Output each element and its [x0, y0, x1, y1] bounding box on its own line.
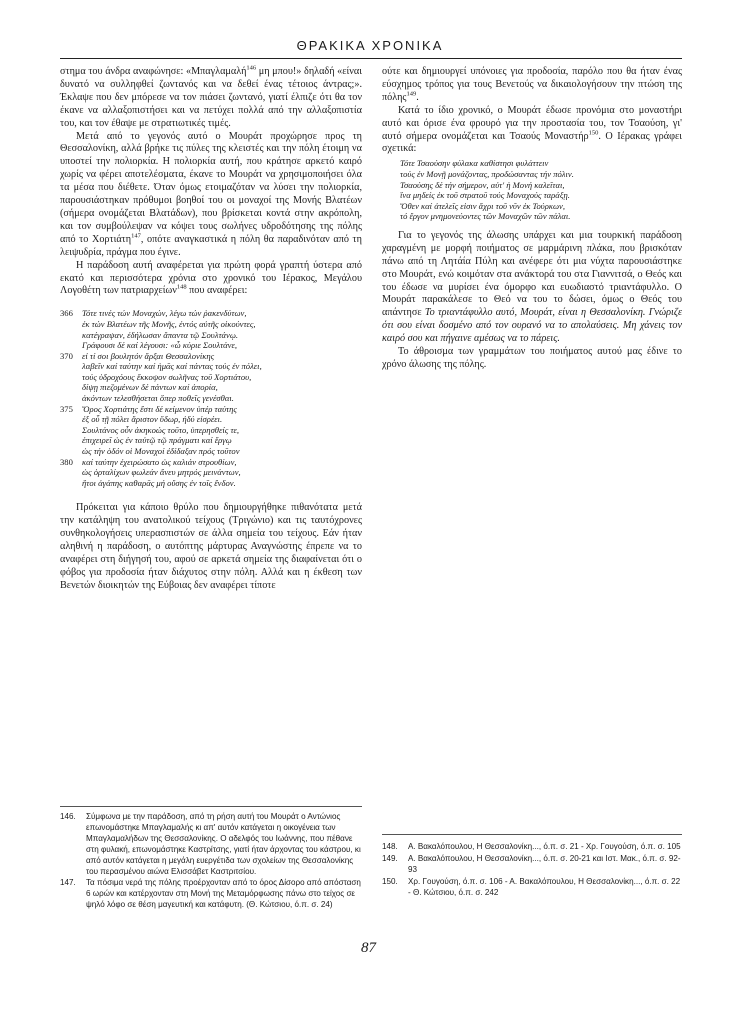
verse-line-number: [60, 319, 82, 330]
footnote-rule: [60, 806, 362, 807]
verse-line: [60, 414, 362, 425]
footnote-number: 147.: [60, 878, 76, 888]
verse-line-text: ὡς τήν ὁδόν οἱ Μοναχοί ἐδίδαξαν πρός τοῦτον: [82, 446, 240, 457]
verse-line: ἵνα μηδείς ἐκ τοῦ στρατοῦ τούς Μοναχούς ταράξῃ.: [400, 190, 570, 201]
verse-quote: [400, 158, 682, 222]
verse-line-text: δίψῃ πιεζομένων δέ πάντων καί ἀπορία,: [82, 382, 218, 393]
verse-line: [60, 330, 362, 341]
verse-line-number: [60, 330, 82, 341]
verse-quote: [60, 308, 362, 488]
footnote-text: Α. Βακαλόπουλου, Η Θεσσαλονίκη..., ό.π. σ. 21 - Χρ. Γουγούση, ό.π. σ. 105: [408, 842, 681, 851]
verse-line-number: 375: [60, 403, 73, 414]
footnote-text: Χρ. Γουγούση, ό.π. σ. 106 - Α. Βακαλόπουλου, Η Θεσσαλονίκη..., ό.π. σ. 22 - Θ. Κώτσιου, ό.π. σ. 242: [408, 876, 681, 897]
verse-line: [60, 319, 362, 330]
verse-line-number: 366: [60, 308, 73, 319]
verse-line: [60, 308, 362, 319]
footnote-rule: [382, 834, 682, 835]
footnote: [60, 878, 362, 911]
verse-line: [60, 351, 362, 362]
verse-line: [60, 435, 362, 446]
verse-line-text: Γράφουσι δέ καί λέγουσι: «ὦ κύριε Σουλτάνε,: [82, 340, 238, 351]
verse-line-text: κατέγραψαν, ἐδήλωσαν ἅπαντα τῷ Σουλτάνῳ.: [82, 329, 239, 340]
page-number: 87: [361, 940, 376, 956]
verse-line: Τσαούσης δέ τήν σήμερον, αὐτ' ἡ Μονή καλεῖται,: [400, 179, 565, 190]
verse-line-number: [60, 372, 82, 383]
footnote-number: 148.: [382, 842, 398, 851]
footnote-number: 149.: [382, 853, 398, 863]
paragraph: Κατά το ίδιο χρονικό, ο Μουράτ έδωσε προνόμια στο μοναστήρι αυτό και όρισε ένα φρουρό για την προστασία του, τον Τσαούση, γι' αυτό σήμερα ονομάζεται και Τσαούς Μοναστήρ$^{150}$. Ο Ιέρακας γράφει σχετικά:: [382, 104, 682, 155]
paragraph: Πρόκειται για κάποιο θρύλο που δημιουργήθηκε πιθανότατα μετά την κατάληψη του ανατολικού τείχους (Τριγώνιο) και τις ταυτόχρονες συνθηκολογήσεις υπερασπιστών σε άλλα σημεία του τείχους. Εάν ήταν αληθινή η παράδοση, ο αυτόπτης μάρτυρας Αναγνώστης έπρεπε να το αναφέρει στη διήγησή του, αφού σε αρκετά σημεία της διαφαίνεται ότι ο φόβος για προδοσία ήταν διάχυτος στην πόλη. Αλλά και η έκθεση των Βενετών διοικητών της Εύβοιας δεν αναφέρει τίποτε: [60, 502, 362, 591]
verse-line-number: [60, 393, 82, 404]
verse-line: [60, 393, 362, 404]
verse-line-text: τούς ὑδροχόους ἔκκοψον σωλῆνας τοῦ Χορτιάτου,: [82, 371, 252, 382]
verse-line-text: λαβεῖν καί ταύτην καί ἡμᾶς καί πάντας τούς ἐν πόλει,: [82, 361, 262, 372]
verse-line: [60, 457, 362, 468]
footnote-number: 150.: [382, 876, 398, 886]
verse-line-number: 380: [60, 456, 73, 467]
verse-line-text: ἥτοι ἀγάπης καθαρᾶς μή οὔσης ἐν τοῖς ἔνδον.: [82, 477, 236, 488]
verse-line-text: εἰ τί σοι βουλητόν ἄρξαι Θεσσαλονίκης: [82, 350, 215, 361]
footnote-ref: 150: [588, 129, 599, 137]
verse-line-number: [60, 361, 82, 372]
verse-line-number: [60, 414, 82, 425]
paragraph: στημα του άνδρα αναφώνησε: «Μπαγλαμαλή$^{146}$ μη μπου!» δηλαδή «είναι δυνατό να συλληφθεί ζωντανός και να δεθεί ένας τέτοιος άντρας;». Έκλαψε που δεν μπόρεσε να τον πιάσει ζωντανό, γιατί έλπιζε ότι θα τον έκανε να αλλαξοπιστήσει και να πετύχει πολλά από την αλλαξοπιστία του, και τον έθαψε με στρατιωτικές τιμές.: [60, 64, 362, 129]
verse-line: [60, 404, 362, 415]
footnote: [382, 842, 682, 853]
verse-line-text: ἐκ τών Βλατέων τῆς Μονῆς, ἐντός αὐτῆς οἰκούντες,: [82, 318, 256, 329]
verse-line-text: ἐπιχειρεῖ ὡς ἐν ταὐτῷ τῷ πράγματι καί ἔργῳ: [82, 435, 232, 446]
footnote-ref: 147: [131, 232, 141, 240]
footnote-ref: 148: [176, 284, 187, 292]
verse-line-number: [60, 340, 82, 351]
verse-line-number: [60, 446, 82, 457]
footnotes-right: [382, 842, 682, 900]
verse-line-number: [60, 478, 82, 489]
footnote: [382, 854, 682, 876]
paragraph: Μετά από το γεγονός αυτό ο Μουράτ προχώρησε προς τη Θεσσαλονίκη, αλλά βρήκε τις πύλες της κλειστές και την πόλη έτοιμη να υποστεί την πολιορκία. Η πολιορκία αυτή, που κράτησε αρκετό καιρό χωρίς να φέρει αποτελέσματα, έκανε το Μουράτ να χρησιμοποιήσει όλα τα μέσα που διέθετε. Όταν όμως ετοιμαζόταν να λύσει την πολιορκία, παρουσιάστηκαν πρόθυμοι βοηθοί του οι μοναχοί της Μονής Βλατέων (σήμερα ονομάζεται Βλατάδων), που βρίσκεται κοντά στην ακρόπολη, και τον συμβούλεψαν να κόψει τους σωλήνες υδροδότησης της πόλης από το Χορτιάτη$^{147}$, οπότε αναγκαστικά η πόλη θα παραδινόταν από τη λειψυδρία, πράγμα που έγινε.: [60, 130, 362, 258]
paragraph: Η παράδοση αυτή αναφέρεται για πρώτη φορά γραπτή ύστερα από εκατό και περισσότερα χρόνια στο χρονικό του Ιέρακος, Μεγάλου Λογοθέτη των πατριαρχείων$^{148}$ που αναφέρει:: [60, 259, 362, 297]
verse-line-number: [60, 467, 82, 478]
verse-line: [60, 382, 362, 393]
verse-line: Ὅθεν καί ἀτελεῖς εἰσιν ἄχρι τοῦ νῦν ἐκ Τούρκων,: [400, 200, 565, 211]
paragraph: Το άθροισμα των γραμμάτων του ποιήματος αυτού μας έδινε το χρόνο άλωσης της πόλης.: [382, 346, 682, 370]
verse-line-number: [60, 425, 82, 436]
verse-line-number: [60, 435, 82, 446]
footnote-ref: 149: [406, 90, 417, 98]
verse-line-text: Ὄρος Χορτιάτης ἔστι δέ κείμενον ὑπέρ ταύτης: [82, 403, 237, 414]
footnote-ref: 146: [246, 64, 257, 72]
footnote-number: 146.: [60, 812, 76, 821]
running-header: ΘΡΑΚΙΚΑ ΧΡΟΝΙΚΑ: [296, 38, 444, 53]
verse-line: [60, 372, 362, 383]
paragraph: Για το γεγονός της άλωσης υπάρχει και μια τουρκική παράδοση χαραγμένη με μορφή ποιήματος σε μαρμάρινη πλάκα, που βρισκόταν πάνω από τη Λητάία Πύλη και ανέφερε ότι μια νύχτα παρουσιάστηκε στο Μουράτ, ενώ κοιμόταν στα ανάκτορά του στα Γιαννιτσά, ο Θεός και του έδωσε να μυρίσει ένα όμορφο και ευωδιαστό τριαντάφυλλο. Ο Μουράτ παρακάλεσε το Θεό να του το δώσει, όμως ο Θεός του απάντησε Το τριαντάφυλλο αυτό, Μουράτ, είναι η Θεσσαλονίκη. Γνώριζε ότι σου είναι δοσμένο από τον ουρανό να το απολαύσεις. Μη χάνεις τον καιρό σου και πήγαινε αμέσως να το πάρεις.: [382, 229, 682, 345]
left-column: [60, 66, 362, 593]
footnote: [382, 877, 682, 899]
verse-line: [60, 340, 362, 351]
verse-line: [60, 425, 362, 436]
footnotes-left: [60, 812, 362, 912]
footnote-text: Σύμφωνα με την παράδοση, από τη ρήση αυτή του Μουράτ ο Αντώνιος επωνομάστηκε Μπαγλαμαλής κι απ' αυτόν κατάγεται η οικογένεια των Μπαγλαμαλήδων της Θεσσαλονίκης. Ο αδελφός του Ιωάννης, που πέθανε στη φυλακή, επωνομάστηκε Καστρίτσης, γιατί ήταν άρχοντας του κάστρου, κι από αυτόν κατάγεται η μεγάλη ευεργέτιδα των σχολείων της Θεσσαλονίκης του περασμένου αιώνα Ελισσάβετ Καστριτσίου.: [86, 812, 361, 876]
verse-line: τούς ἐν Μονῇ μονάζοντας, προδώσαντας τήν πόλιν.: [400, 168, 574, 179]
verse-line: τό ἔργον μνημονεύοντες τῶν Μοναχῶν τῶν πάλαι.: [400, 211, 571, 222]
verse-line-text: ἀκόντων τελεσθήσεται ὅπερ ποθεῖς γενέσθαι.: [82, 393, 234, 404]
paragraph: ούτε και δημιουργεί υπόνοιες για προδοσία, παρόλο που θα ήταν ένας εύσχημος τρόπος για τους Βενετούς να δικαιολογήσουν την πτώση της πόλης$^{149}$.: [382, 66, 682, 103]
footnote: [60, 812, 362, 877]
header-rule: [60, 58, 682, 59]
verse-line-text: ὡς ὀρταλίχων φωλεάν ἄνευ μητρός μεινάντων,: [82, 467, 241, 478]
verse-line: [60, 467, 362, 478]
verse-line-number: 370: [60, 350, 73, 361]
verse-line-text: Σουλτάνος οὖν ἀκηκοώς τοῦτο, ὑπερησθείς τε,: [82, 424, 240, 435]
verse-line-text: Τότε τινές τών Μοναχών, λέγω τών ῥακενδύτων,: [82, 308, 247, 319]
verse-line-text: καί ταύτην ἐχειρώσατο ὡς καλιάν στρουθίων,: [82, 456, 237, 467]
footnote-text: Τα πόσιμα νερά της πόλης προέρχονταν από το όρος Δίσορο από απόσταση 6 ωρών και κατέρχονταν στη Μονή της Μεταμόρφωσης πάνω στο τείχος σε ψηλό λόφο σε θέση μαγευτική και κατάφυτη. (Θ. Κώτσιου, ό.π. σ. 24): [86, 878, 361, 910]
right-column: [382, 66, 682, 372]
verse-line: Τότε Τσαούσην φύλακα καθίστησι φυλάττειν: [400, 158, 549, 169]
verse-line: [60, 478, 362, 489]
verse-line-number: [60, 382, 82, 393]
verse-line: [60, 446, 362, 457]
verse-line-text: ἐξ οὗ τῇ πόλει ἄριστον ὕδωρ, ἠδύ εἰσρέει.: [82, 414, 223, 425]
footnote-text: Α. Βακαλόπουλου, Η Θεσσαλονίκη..., ό.π. σ. 20-21 και Ιστ. Μακ., ό.π. σ. 92-93: [408, 853, 681, 874]
verse-line: [60, 361, 362, 372]
